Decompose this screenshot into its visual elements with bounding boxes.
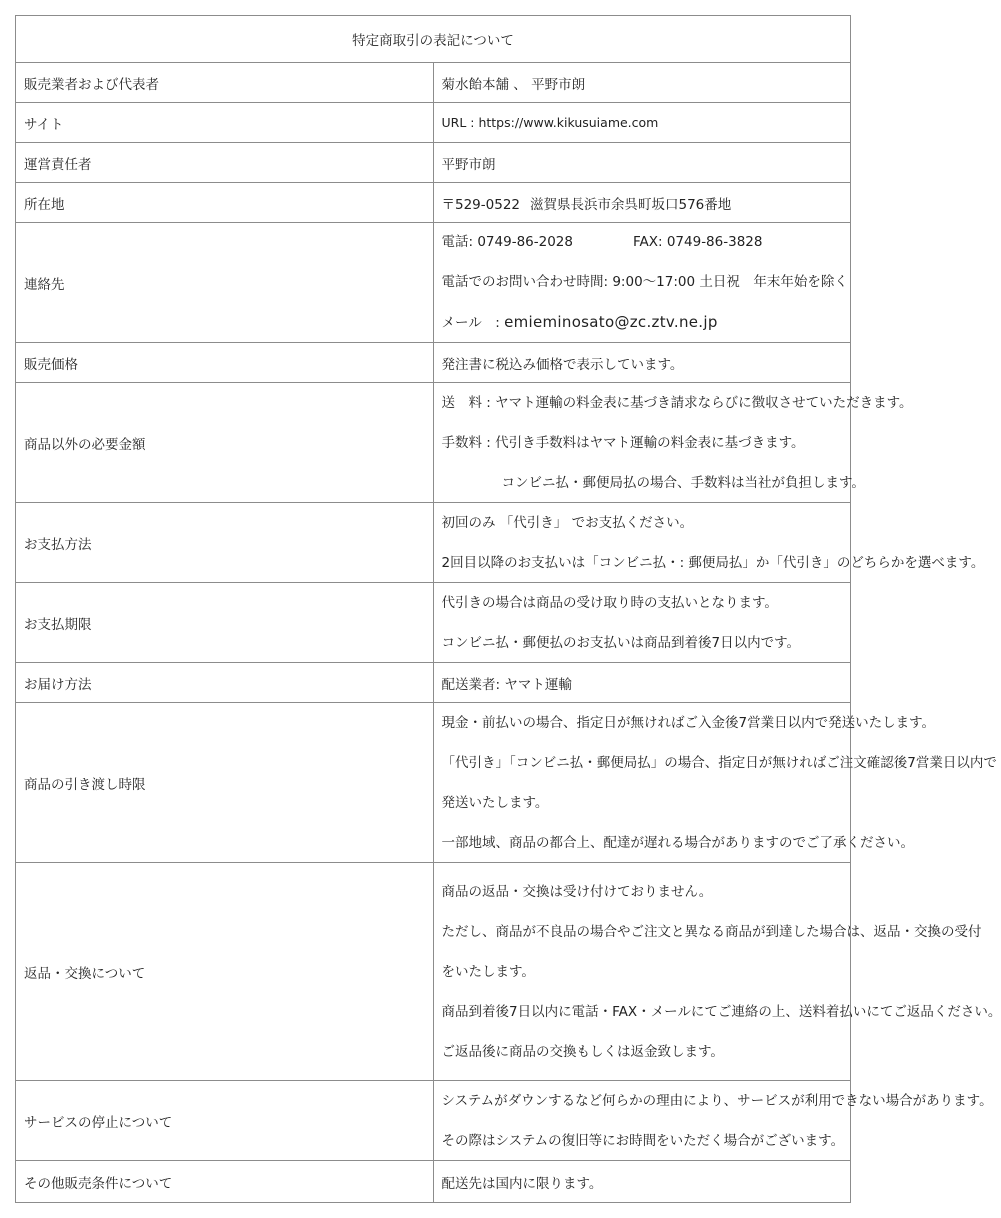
table-row-price [16, 343, 851, 383]
row-label: その他販売条件について [16, 1161, 434, 1203]
text-line: 代引きの場合は商品の受け取り時の支払いとなります。 [441, 594, 778, 611]
text-line: 一部地域、商品の都合上、配達が遅れる場合がありますのでご了承ください。 [441, 834, 914, 851]
table-row-other [16, 1161, 851, 1203]
table-row-address [16, 183, 851, 223]
row-label: サービスの停止について [16, 1081, 434, 1161]
row-value: 配送先は国内に限ります。 [433, 1161, 851, 1203]
row-value: 配送業者: ヤマト運輸 [433, 663, 851, 703]
table-row-payment-method [16, 503, 851, 583]
text-line: 2回目以降のお支払いは「コンビニ払・: 郵便局払」か「代引き」のどちらかを選べます。 [441, 554, 985, 571]
row-label: 運営責任者 [16, 143, 434, 183]
row-label: お支払方法 [16, 503, 434, 583]
table-title: 特定商取引の表記について [16, 16, 851, 63]
text-line: 手数料 : 代引き手数料はヤマト運輸の料金表に基づきます。 [441, 434, 805, 451]
postal-code: 〒529-0522 [441, 196, 520, 213]
text-line: 送 料 : ヤマト運輸の料金表に基づき請求ならびに徴収させていただきます。 [441, 394, 913, 411]
text-line: 商品到着後7日以内に電話・FAX・メールにてご連絡の上、送料着払いにてご返品ください。 [441, 1003, 1001, 1020]
text-line: コンビニ払・郵便払のお支払いは商品到着後7日以内です。 [441, 634, 801, 651]
payment-method-value [433, 503, 985, 583]
text-line: 発送いたします。 [441, 794, 549, 811]
phone-number: 電話: 0749-86-2028 [441, 234, 573, 250]
row-label: 商品以外の必要金額 [16, 383, 434, 503]
table-row-returns [16, 863, 851, 1081]
text-line: 初回のみ 「代引き」 でお支払ください。 [441, 514, 694, 531]
table-row-suspension [16, 1081, 851, 1161]
row-label: 所在地 [16, 183, 434, 223]
text-line: システムがダウンするなど何らかの理由により、サービスが利用できない場合があります。 [441, 1092, 993, 1109]
phone-fax-line [442, 232, 843, 252]
text-line: をいたします。 [441, 963, 535, 980]
text-line: ご返品後に商品の交換もしくは返金致します。 [441, 1043, 724, 1060]
row-label: 販売業者および代表者 [16, 63, 434, 103]
row-value: 菊水飴本舗 、 平野市朗 [433, 63, 851, 103]
row-label: お支払期限 [16, 583, 434, 663]
row-label: サイト [16, 103, 434, 143]
phone-hours: 電話でのお問い合わせ時間: 9:00〜17:00 土日祝 年末年始を除く [441, 274, 848, 290]
email-label: メール : [441, 315, 500, 331]
legal-notice [15, 15, 1001, 1203]
text-line: ただし、商品が不良品の場合やご注文と異なる商品が到達した場合は、返品・交換の受付 [441, 923, 982, 940]
extra-fees-value [433, 383, 913, 503]
row-label: 販売価格 [16, 343, 434, 383]
email-link[interactable]: emieminosato@zc.ztv.ne.jp [504, 313, 718, 331]
row-value: 発注書に税込み価格で表示しています。 [433, 343, 851, 383]
row-label: 商品の引き渡し時限 [16, 703, 434, 863]
fax-number: FAX: 0749-86-3828 [632, 234, 763, 250]
text-line: 商品の返品・交換は受け付けておりません。 [441, 883, 713, 900]
email-line [442, 312, 843, 333]
site-url-link[interactable]: URL : https://www.kikusuiame.com [433, 103, 851, 143]
row-label: お届け方法 [16, 663, 434, 703]
legal-notice-table [15, 15, 1001, 1203]
table-row-contact [16, 223, 851, 343]
contact-value [433, 223, 851, 343]
text-line: 現金・前払いの場合、指定日が無ければご入金後7営業日以内で発送いたします。 [441, 714, 936, 731]
text-line: その際はシステムの復旧等にお時間をいただく場合がございます。 [441, 1132, 845, 1149]
returns-value [433, 863, 1001, 1081]
table-row-manager [16, 143, 851, 183]
table-row-site [16, 103, 851, 143]
row-label: 連絡先 [16, 223, 434, 343]
text-line: 「代引き」「コンビニ払・郵便局払」の場合、指定日が無ければご注文確認後7営業日以内で [441, 754, 997, 771]
text-line: コンビニ払・郵便局払の場合、手数料は当社が負担します。 [501, 474, 865, 491]
row-label: 返品・交換について [16, 863, 434, 1081]
table-row-payment-deadline [16, 583, 851, 663]
address-value [433, 183, 851, 223]
table-title-row [16, 16, 851, 63]
table-row-delivery-method [16, 663, 851, 703]
address-text: 滋賀県長浜市余呉町坂口576番地 [530, 196, 732, 213]
table-row-seller [16, 63, 851, 103]
payment-deadline-value [433, 583, 851, 663]
table-row-extra-fees [16, 383, 851, 503]
row-value: 平野市朗 [433, 143, 851, 183]
delivery-time-value [433, 703, 997, 863]
table-row-delivery-time [16, 703, 851, 863]
suspension-value [433, 1081, 993, 1161]
